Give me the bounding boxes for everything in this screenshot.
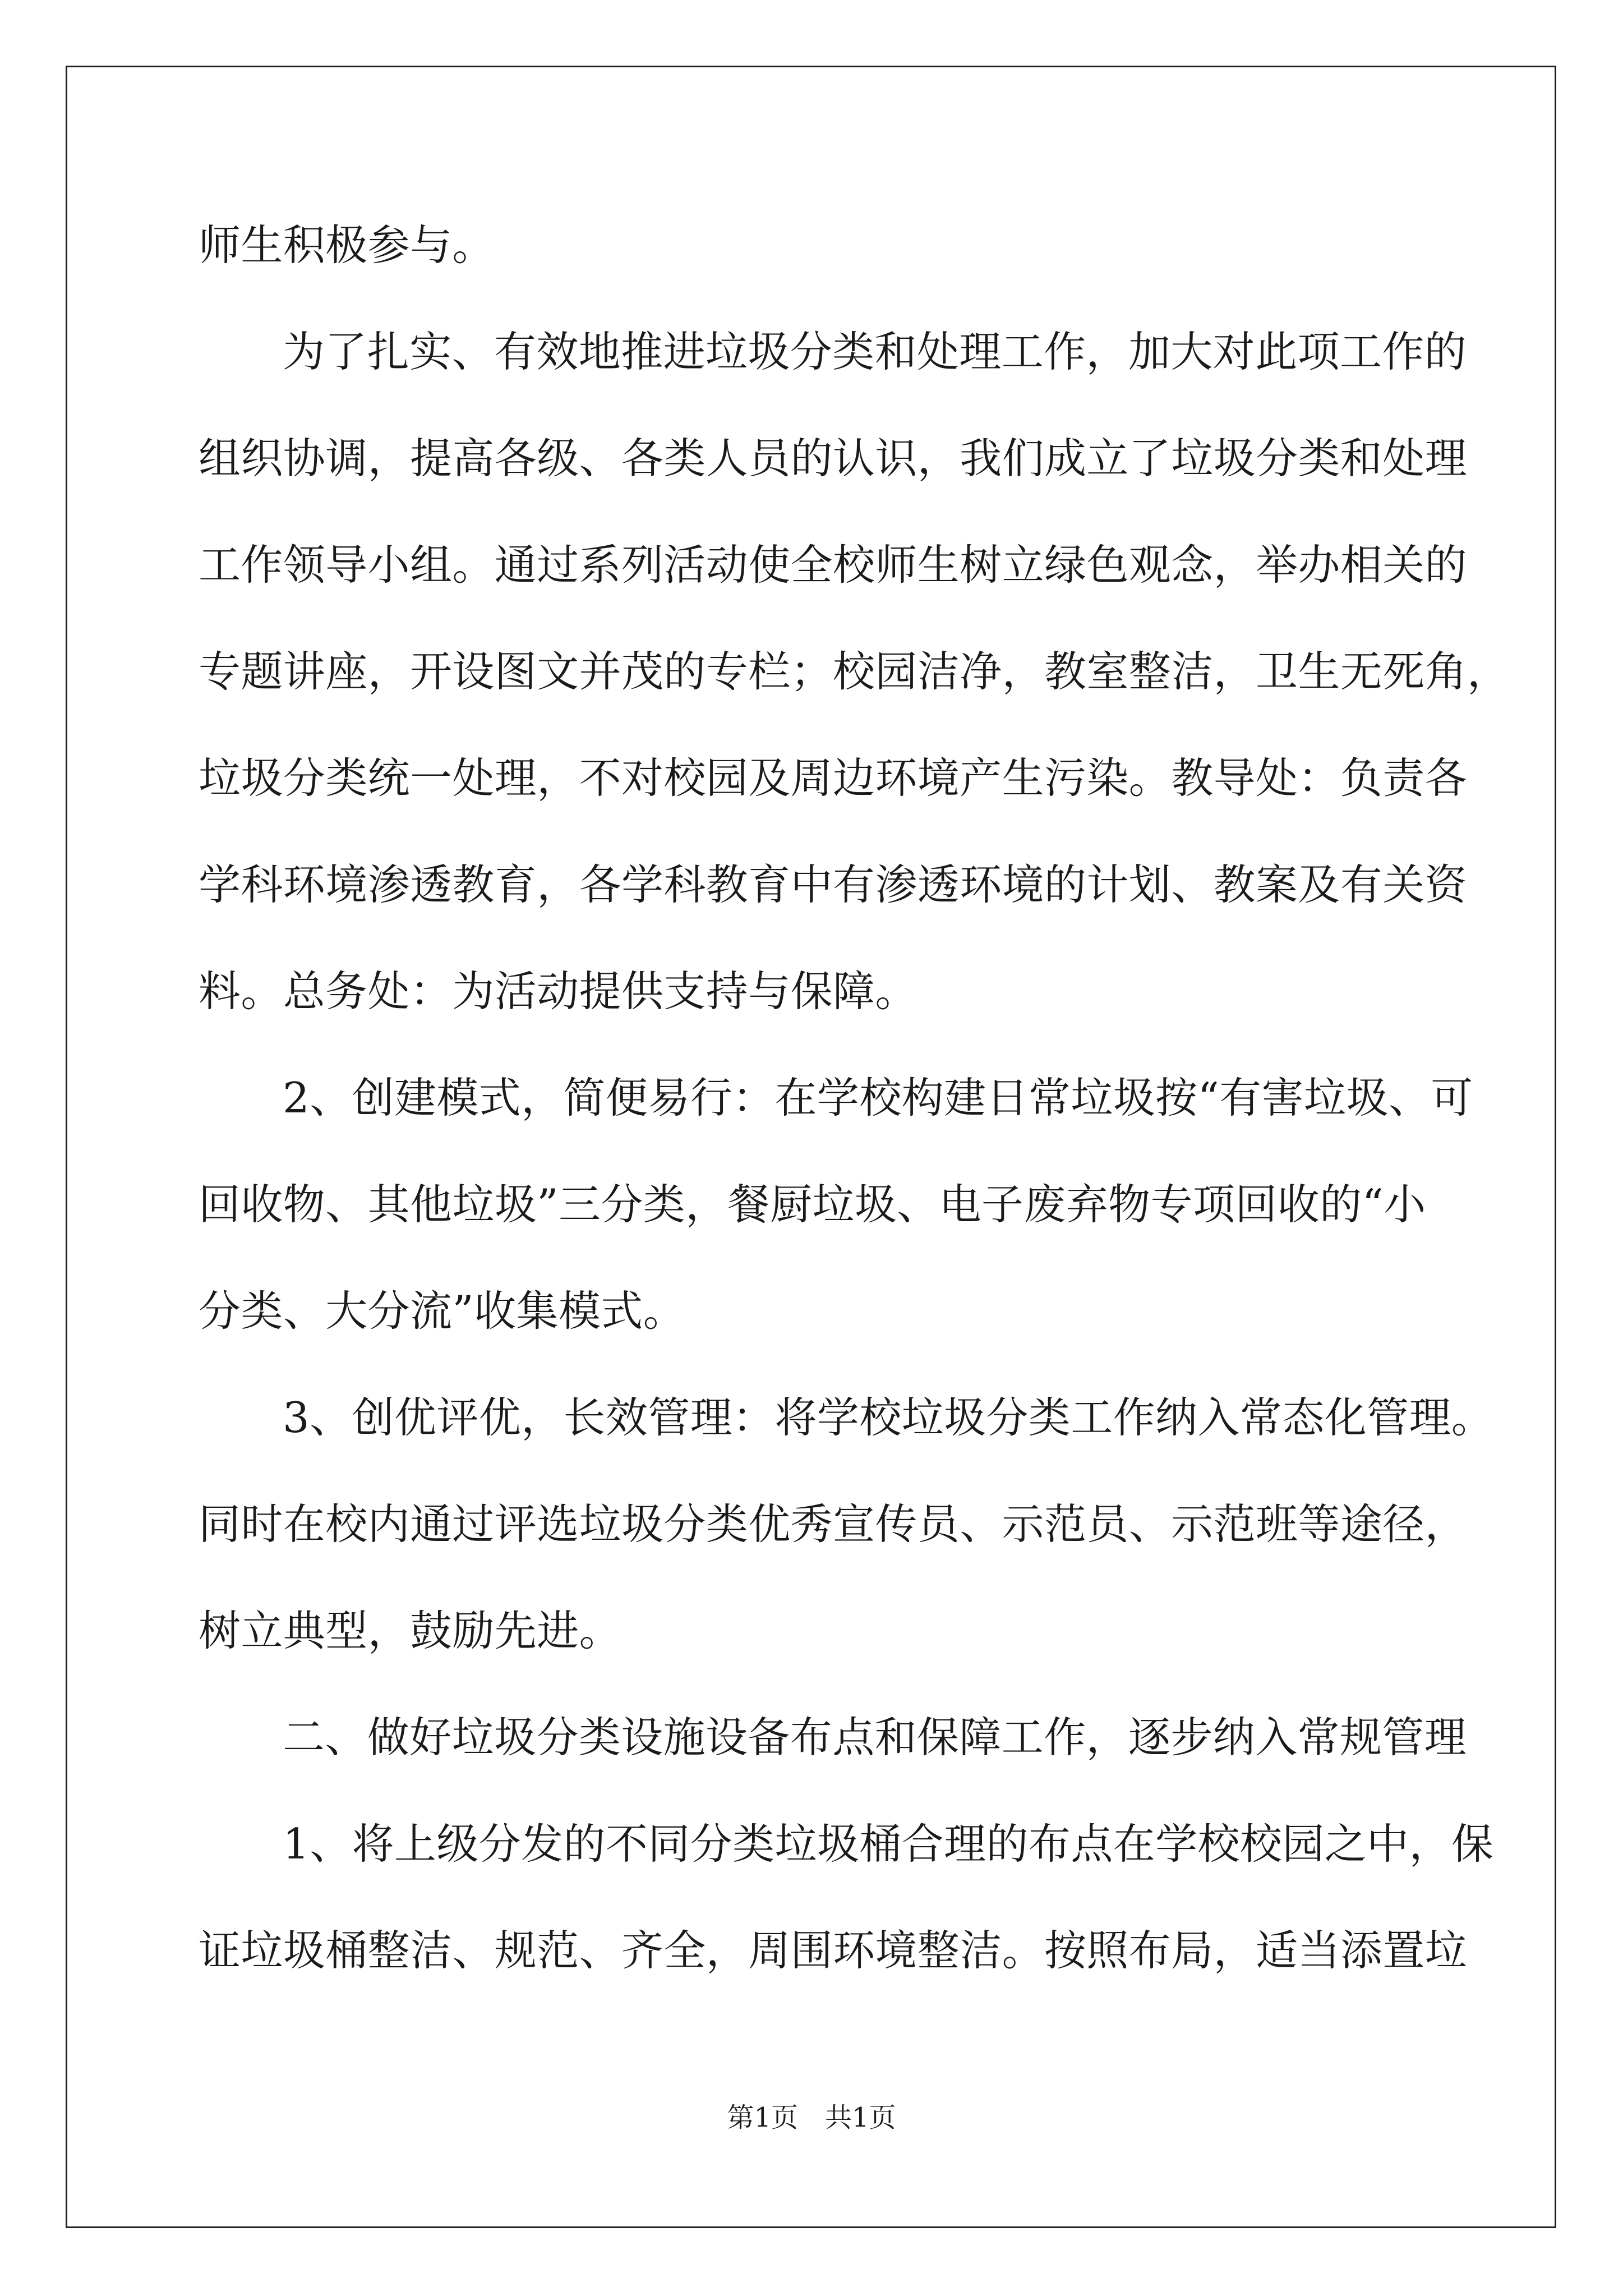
text-line: 回收物、其他垃圾”三分类，餐厨垃圾、电子废弃物专项回收的“小 xyxy=(199,1180,1426,1229)
text-line: 师生积极参与。 xyxy=(199,220,495,270)
text-line: 垃圾分类统一处理，不对校园及周边环境产生污染。教导处：负责各 xyxy=(199,753,1468,803)
text-line: 3、创优评优，长效管理：将学校垃圾分类工作纳入常态化管理。 xyxy=(283,1393,1494,1442)
text-line: 为了扎实、有效地推进垃圾分类和处理工作，加大对此项工作的 xyxy=(283,327,1467,376)
text-line: 证垃圾桶整洁、规范、齐全，周围环境整洁。按照布局，适当添置垃 xyxy=(199,1926,1468,1975)
text-line: 料。总务处：为活动提供支持与保障。 xyxy=(199,967,917,1016)
text-line: 工作领导小组。通过系列活动使全校师生树立绿色观念，举办相关的 xyxy=(199,540,1468,590)
text-line: 1、将上级分发的不同分类垃圾桶合理的布点在学校校园之中，保 xyxy=(283,1819,1494,1869)
text-line: 分类、大分流”收集模式。 xyxy=(199,1286,686,1336)
text-line: 组织协调，提高各级、各类人员的认识，我们成立了垃圾分类和处理 xyxy=(199,434,1468,483)
page-number-footer: 第1页 共1页 xyxy=(727,2102,896,2133)
text-line: 同时在校内通过评选垃圾分类优秀宣传员、示范员、示范班等途径， xyxy=(199,1499,1468,1549)
text-line: 2、创建模式，简便易行：在学校构建日常垃圾按“有害垃圾、可 xyxy=(283,1073,1473,1122)
text-line: 二、做好垃圾分类设施设备布点和保障工作，逐步纳入常规管理 xyxy=(283,1713,1467,1762)
text-line: 树立典型，鼓励先进。 xyxy=(199,1606,622,1655)
page-border xyxy=(66,66,1556,2228)
text-line: 学科环境渗透教育，各学科教育中有渗透环境的计划、教案及有关资 xyxy=(199,860,1468,909)
text-line: 专题讲座，开设图文并茂的专栏；校园洁净，教室整洁，卫生无死角， xyxy=(199,647,1510,696)
